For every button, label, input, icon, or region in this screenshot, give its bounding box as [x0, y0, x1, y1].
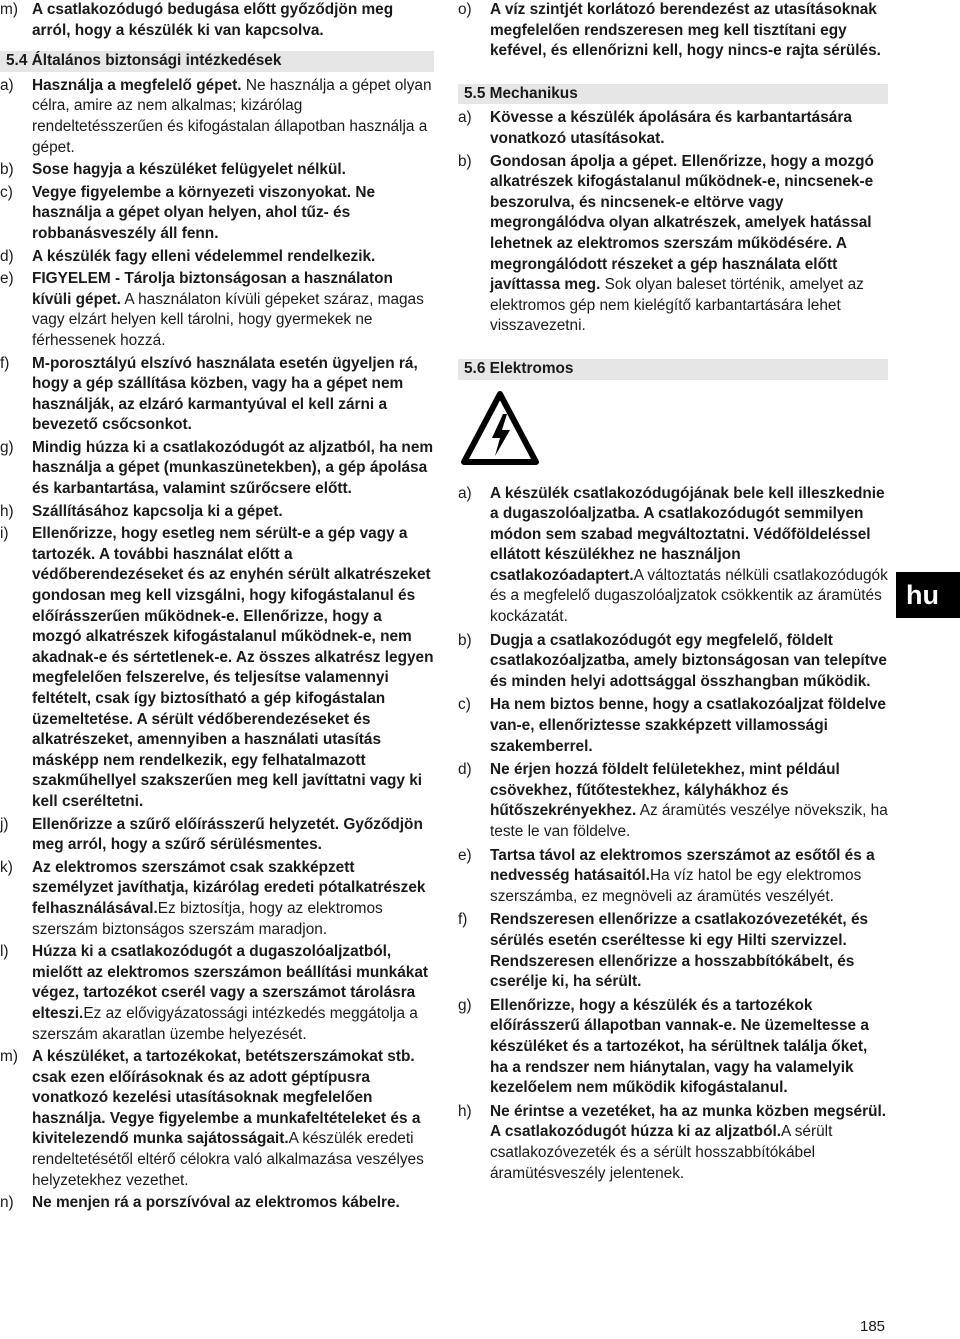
item-bold-text: Ellenőrizze a szűrő előírásszerű helyzetét. Győződjön meg arról, hogy a szűrő sérülésmentes. — [32, 815, 423, 854]
list-item — [0, 1193, 434, 1214]
list-item — [458, 695, 888, 757]
list-item — [0, 858, 434, 940]
section-5-5-list — [458, 108, 888, 337]
item-bold-text: M-porosztályú elszívó használata esetén ügyeljen rá, hogy a gép szállítása közben, vagy ha a gépet nem használják, az elzáró karmantyúval el kell zárni a bevezető csőcsonkot. — [32, 354, 418, 434]
item-marker: m) — [0, 1048, 18, 1066]
item-bold-text: Húzza ki a csatlakozódugót a dugaszolóaljzatból, mielőtt az elektromos szerszámon beállítási munkákat végez, tartozékot cserél vagy a szerszámot tárolásra elteszi. — [32, 943, 429, 1022]
item-normal-text: Ez az elővigyázatossági intézkedés meggátolja a szerszám akaratlan üzembe helyezését. — [32, 1004, 418, 1043]
section-heading-5-6: 5.6 Elektromos — [458, 359, 888, 380]
language-tab: hu — [896, 572, 960, 618]
item-bold-text: Ellenőrizze, hogy esetleg nem sérült-e a gép vagy a tartozék. A további használat előtt a védőberendezéseket és az enyhén sérült alkatrészeket gondosan meg kell vizsgálni, hogy kifogástalanul és előírásszerűen működnek-e. Ellenőrizze, hogy a mozgó alkatrészek kifogástalanul működnek-e, nem akadnak-e és sértetlenek-e. Az összes alkatrész legyen megfelelően felszerelve, és teljesítse valamennyi feltételt, csak így biztosítható a gép kifogástalan üzemeltetése. A sérült védőberendezéseket és alkatrészeket, amennyiben a használati utasítás másképp nem rendelkezik, egy felhatalmazott szakműhellyel szakszerűen meg kell javíttatni vagy ki kell cseréltetni. — [32, 525, 434, 810]
list-item — [0, 183, 434, 245]
right-column — [458, 0, 888, 1184]
section-heading-5-4: 5.4 Általános biztonsági intézkedések — [0, 51, 434, 72]
item-marker: i) — [0, 525, 9, 543]
item-marker: d) — [458, 761, 472, 779]
item-marker: b) — [458, 631, 472, 649]
list-item — [458, 1102, 888, 1184]
item-normal-text: A használaton kívüli gépeket száraz, magas vagy elzárt helyen kell tárolni, hogy gyermekek ne férhessenek hozzá. — [32, 290, 424, 349]
list-item — [0, 1047, 434, 1191]
item-bold-text: A víz szintjét korlátozó berendezést az utasításoknak megfelelően rendszeresen meg kell tisztítani egy kefével, és ellenőrizni kell, hogy nincs-e rajta sérülés. — [490, 1, 881, 60]
item-bold-text: Az elektromos szerszámot csak szakképzett személyzet javíthatja, kizárólag eredeti pótalkatrészek felhasználásával. — [32, 858, 426, 917]
item-marker: c) — [458, 696, 471, 714]
list-item — [0, 76, 434, 158]
high-voltage-warning-icon — [460, 390, 540, 470]
item-normal-text: A sérült csatlakozóvezeték és a sérült hosszabbítókábel áramütésveszély jelentenek. — [490, 1123, 833, 1182]
item-bold-text: Ne menjen rá a porszívóval az elektromos kábelre. — [32, 1194, 400, 1212]
item-bold-text: Rendszeresen ellenőrizze a csatlakozóvezetékét, és sérülés esetén cseréltesse ki egy Hilti szervizzel. Rendszeresen ellenőrizze a hosszabbítókábelt, és cserélje ki, ha sérült. — [490, 911, 869, 991]
item-marker: j) — [0, 815, 9, 833]
warning-icon-area — [458, 380, 888, 480]
item-marker: d) — [0, 247, 14, 265]
item-bold-text: Ne érintse a vezetéket, ha az munka közben megsérül. A csatlakozódugót húzza ki az aljzatból. — [490, 1102, 887, 1141]
item-normal-text: A készülék eredeti rendeltetésétől eltérő célokra való alkalmazása veszélyes helyzetekhez vezethet. — [32, 1130, 424, 1189]
item-normal-text: Sok olyan baleset történik, amelyet az elektromos gép nem kielégítő karbantartására lehet visszavezetni. — [490, 276, 864, 335]
item-bold-text: Gondosan ápolja a gépet. Ellenőrizze, hogy a mozgó alkatrészek kifogástalanul működnek-e, nincsenek-e beszorulva, és nincsenek-e eltörve vagy megrongálódva olyan alkatrészek, amelyek hatással lehetnek az elektromos szerszám működésére. A megrongálódott részeket a gép használata előtt javíttassa meg. — [490, 152, 874, 294]
list-item — [0, 160, 434, 181]
list-item — [458, 631, 888, 693]
section-heading-5-5: 5.5 Mechanikus — [458, 84, 888, 105]
item-bold-text: Vegye figyelembe a környezeti viszonyokat. Ne használja a gépet olyan helyen, ahol tűz- és robbanásveszély áll fenn. — [32, 183, 376, 242]
item-bold-text: Használja a megfelelő gépet. — [32, 76, 242, 94]
item-marker: o) — [458, 1, 472, 18]
item-bold-text: Szállításához kapcsolja ki a gépet. — [32, 502, 283, 520]
list-item — [458, 152, 888, 337]
item-marker: f) — [458, 911, 468, 929]
item-marker: a) — [458, 109, 472, 127]
list-item — [0, 269, 434, 351]
item-bold-text: A készülék fagy elleni védelemmel rendelkezik. — [32, 247, 376, 265]
item-bold-text: Mindig húzza ki a csatlakozódugót az aljzatból, ha nem használja a gépet (munkaszünetekben), a gép ápolása és karbantartása, valamint szűrőcsere előtt. — [32, 438, 434, 498]
item-normal-text: Ne használja a gépet olyan célra, amire az nem alkalmas; kizárólag rendeltetésszerűen és kifogástalan állapotban használja a gépet. — [32, 76, 432, 156]
list-item — [0, 438, 434, 500]
item-marker: g) — [0, 438, 14, 456]
item-bold-text: Tartsa távol az elektromos szerszámot az esőtől és a nedvesség hatásaitól. — [490, 846, 875, 885]
item-marker: k) — [0, 858, 13, 876]
item-marker: b) — [0, 161, 14, 179]
left-column — [0, 0, 434, 1214]
item-marker: h) — [0, 502, 14, 520]
item-normal-text: Ez biztosítja, hogy az elektromos szerszám biztonságos szerszám maradjon. — [32, 899, 383, 938]
list-item — [458, 910, 888, 992]
item-marker: m) — [0, 1, 18, 18]
list-item — [458, 108, 888, 149]
item-bold-text: FIGYELEM - Tárolja biztonságosan a használaton kívüli gépet. — [32, 270, 393, 308]
list-item — [0, 942, 434, 1045]
item-marker: n) — [0, 1194, 14, 1212]
list-item — [458, 996, 888, 1099]
left-item-list — [0, 76, 434, 1214]
item-bold-text: Ne érjen hozzá földelt felületekhez, mint például csövekhez, fűtőtestekhez, kályhákhoz és hűtőszekrényekhez. — [490, 761, 840, 820]
item-bold-text: A készülék csatlakozódugójának bele kell illeszkednie a dugaszolóaljzatba. A csatlakozódugót semmilyen módon sem szabad megváltoztatni. Védőföldeléssel ellátott készülékhez ne használjon csatlakozóadaptert. — [490, 484, 885, 584]
item-marker: c) — [0, 183, 13, 201]
list-item — [458, 760, 888, 842]
list-item — [0, 815, 434, 856]
item-normal-text: Az áramütés veszélye növekszik, ha teste le van földelve. — [490, 802, 888, 840]
item-marker: a) — [0, 76, 14, 94]
item-marker: a) — [458, 484, 472, 502]
item-marker: b) — [458, 152, 472, 170]
item-marker: e) — [0, 270, 14, 288]
item-marker: e) — [458, 846, 472, 864]
item-bold-text: A készüléket, a tartozékokat, betétszerszámokat stb. csak ezen előírásoknak és az adott géptípusra vonatkozó kezelési utasításoknak megfelelően használja. Vegye figyelembe a munkafeltételeket és a kivitelezendő munka sajátosságait. — [32, 1048, 421, 1148]
list-item — [0, 524, 434, 812]
item-marker: h) — [458, 1102, 472, 1120]
item-bold-text: Dugja a csatlakozódugót egy megfelelő, földelt csatlakozóaljzatba, amely biztonságosan van telepítve és minden helyi adottsággal összhangban működik. — [490, 631, 887, 690]
list-item-m-intro — [0, 0, 434, 41]
item-bold-text: Ellenőrizze, hogy a készülék és a tartozékok előírásszerű állapotban vannak-e. Ne üzemeltesse a készüléket és a tartozékot, ha sérültnek találja őket, ha a rendszer nem hiánytalan, vagy ha valamelyik kezelőelem nem működik kifogástalanul. — [490, 996, 869, 1097]
list-item — [0, 502, 434, 523]
item-normal-text: A változtatás nélküli csatlakozódugók és a megfelelő dugaszolóaljzatok csökkentik az áramütés kockázatát. — [490, 566, 888, 626]
item-bold-text: Kövesse a készülék ápolására és karbantartására vonatkozó utasításokat. — [490, 109, 852, 147]
page-number: 185 — [860, 1318, 886, 1335]
item-marker: f) — [0, 354, 10, 372]
item-bold-text: Ha nem biztos benne, hogy a csatlakozóaljzat földelve van-e, ellenőriztesse szakképzett villamossági szakemberrel. — [490, 696, 886, 755]
list-item — [0, 354, 434, 436]
list-item — [0, 247, 434, 268]
item-marker: l) — [0, 943, 9, 961]
list-item — [458, 484, 888, 628]
item-marker: g) — [458, 996, 472, 1014]
section-5-6-list — [458, 484, 888, 1185]
item-bold-text: A csatlakozódugó bedugása előtt győződjön meg arról, hogy a készülék ki van kapcsolva. — [32, 1, 394, 39]
item-normal-text: Ha víz hatol be egy elektromos szerszámba, ez megnöveli az áramütés veszélyét. — [490, 867, 862, 905]
item-bold-text: Sose hagyja a készüléket felügyelet nélkül. — [32, 161, 346, 179]
list-item-o — [458, 0, 888, 62]
list-item — [458, 846, 888, 908]
